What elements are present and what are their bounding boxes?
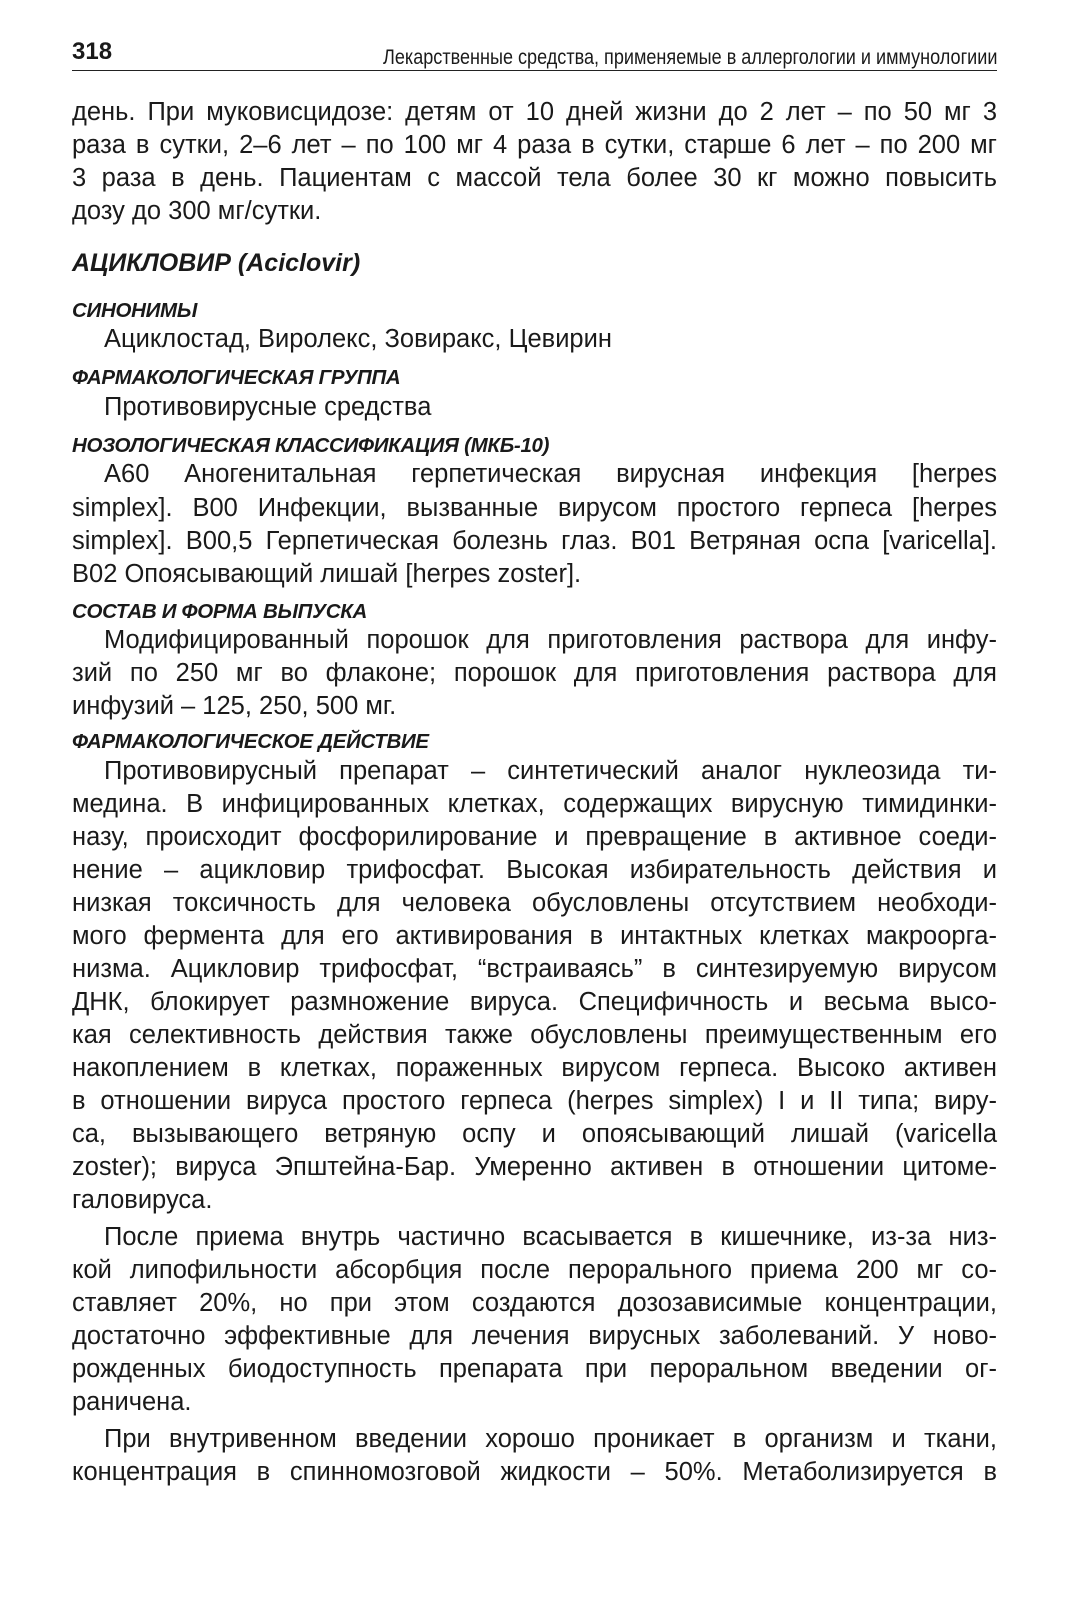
- composition-line: зий по 250 мг во флаконе; порошок для приготовления раствора для: [72, 659, 997, 687]
- composition-line: инфузий – 125, 250, 500 мг.: [72, 692, 397, 720]
- intro-line: 3 раза в день. Пациентам с массой тела более 30 кг можно повысить: [72, 164, 997, 192]
- nosology-line: simplex]. В00,5 Герпетическая болезнь глаз. В01 Ветряная оспа [varicella].: [72, 527, 997, 555]
- action-line: концентрация в спинномозговой жидкости – 50%. Метаболизируется в: [72, 1458, 997, 1486]
- action-line: достаточно эффективные для лечения вирусных заболеваний. У ново-: [72, 1322, 997, 1350]
- running-title: Лекарственные средства, применяемые в аллергологии и иммунологиии: [382, 46, 997, 69]
- action-line: низкая токсичность для человека обусловлены отсутствием необходи-: [72, 889, 997, 917]
- pharm-group-heading: ФАРМАКОЛОГИЧЕСКАЯ ГРУППА: [72, 366, 401, 389]
- header-rule: [72, 70, 997, 71]
- action-line: рожденных биодоступность препарата при пероральном введении ог-: [72, 1355, 997, 1383]
- action-line: медина. В инфицированных клетках, содержащих вирусную тимидинки-: [72, 790, 997, 818]
- nosology-line: А60 Аногенитальная герпетическая вирусная инфекция [herpes: [104, 460, 997, 488]
- drug-title: АЦИКЛОВИР (Aciclovir): [72, 249, 361, 277]
- synonyms-text: Ациклостад, Виролекс, Зовиракс, Цевирин: [104, 325, 612, 353]
- intro-line: дозу до 300 мг/сутки.: [72, 197, 322, 225]
- nosology-line: В02 Опоясывающий лишай [herpes zoster].: [72, 560, 582, 588]
- action-line: Противовирусный препарат – синтетический аналог нуклеозида ти-: [104, 757, 997, 785]
- synonyms-heading: СИНОНИМЫ: [72, 299, 198, 322]
- action-line: мого фермента для его активирования в интактных клетках макроорга-: [72, 922, 997, 950]
- action-line: раничена.: [72, 1388, 192, 1416]
- action-line: ДНК, блокирует размножение вируса. Специфичность и весьма высо-: [72, 988, 997, 1016]
- action-line: При внутривенном введении хорошо проникает в организм и ткани,: [104, 1425, 997, 1453]
- action-line: нение – ацикловир трифосфат. Высокая избирательность действия и: [72, 856, 997, 884]
- intro-line: день. При муковисцидозе: детям от 10 дней жизни до 2 лет – по 50 мг 3: [72, 98, 997, 126]
- action-line: zoster); вируса Эпштейна-Бар. Умеренно активен в отношении цитоме-: [72, 1153, 997, 1181]
- page-header: [72, 38, 997, 72]
- action-line: галовируса.: [72, 1186, 213, 1214]
- action-line: накоплением в клетках, пораженных вирусом герпеса. Высоко активен: [72, 1054, 997, 1082]
- action-line: кой липофильности абсорбция после перорального приема 200 мг со-: [72, 1256, 997, 1284]
- nosology-line: simplex]. В00 Инфекции, вызванные вирусом простого герпеса [herpes: [72, 494, 997, 522]
- action-heading: ФАРМАКОЛОГИЧЕСКОЕ ДЕЙСТВИЕ: [72, 730, 429, 753]
- action-line: в отношении вируса простого герпеса (herpes simplex) I и II типа; виру-: [72, 1087, 997, 1115]
- action-line: са, вызывающего ветряную оспу и опоясывающий лишай (varicella: [72, 1120, 997, 1148]
- action-line: После приема внутрь частично всасывается в кишечнике, из-за низ-: [104, 1223, 997, 1251]
- pharm-group-text: Противовирусные средства: [104, 393, 432, 421]
- action-line: кая селективность действия также обусловлены преимущественным его: [72, 1021, 997, 1049]
- composition-line: Модифицированный порошок для приготовления раствора для инфу-: [104, 626, 997, 654]
- intro-line: раза в сутки, 2–6 лет – по 100 мг 4 раза в сутки, старше 6 лет – по 200 мг: [72, 131, 997, 159]
- composition-heading: СОСТАВ И ФОРМА ВЫПУСКА: [72, 600, 368, 623]
- page-number: 318: [72, 38, 113, 65]
- action-line: низма. Ацикловир трифосфат, “встраиваясь” в синтезируемую вирусом: [72, 955, 997, 983]
- action-line: ставляет 20%, но при этом создаются дозозависимые концентрации,: [72, 1289, 997, 1317]
- nosology-heading: НОЗОЛОГИЧЕСКАЯ КЛАССИФИКАЦИЯ (МКБ-10): [72, 434, 550, 457]
- action-line: назу, происходит фосфорилирование и превращение в активное соеди-: [72, 823, 997, 851]
